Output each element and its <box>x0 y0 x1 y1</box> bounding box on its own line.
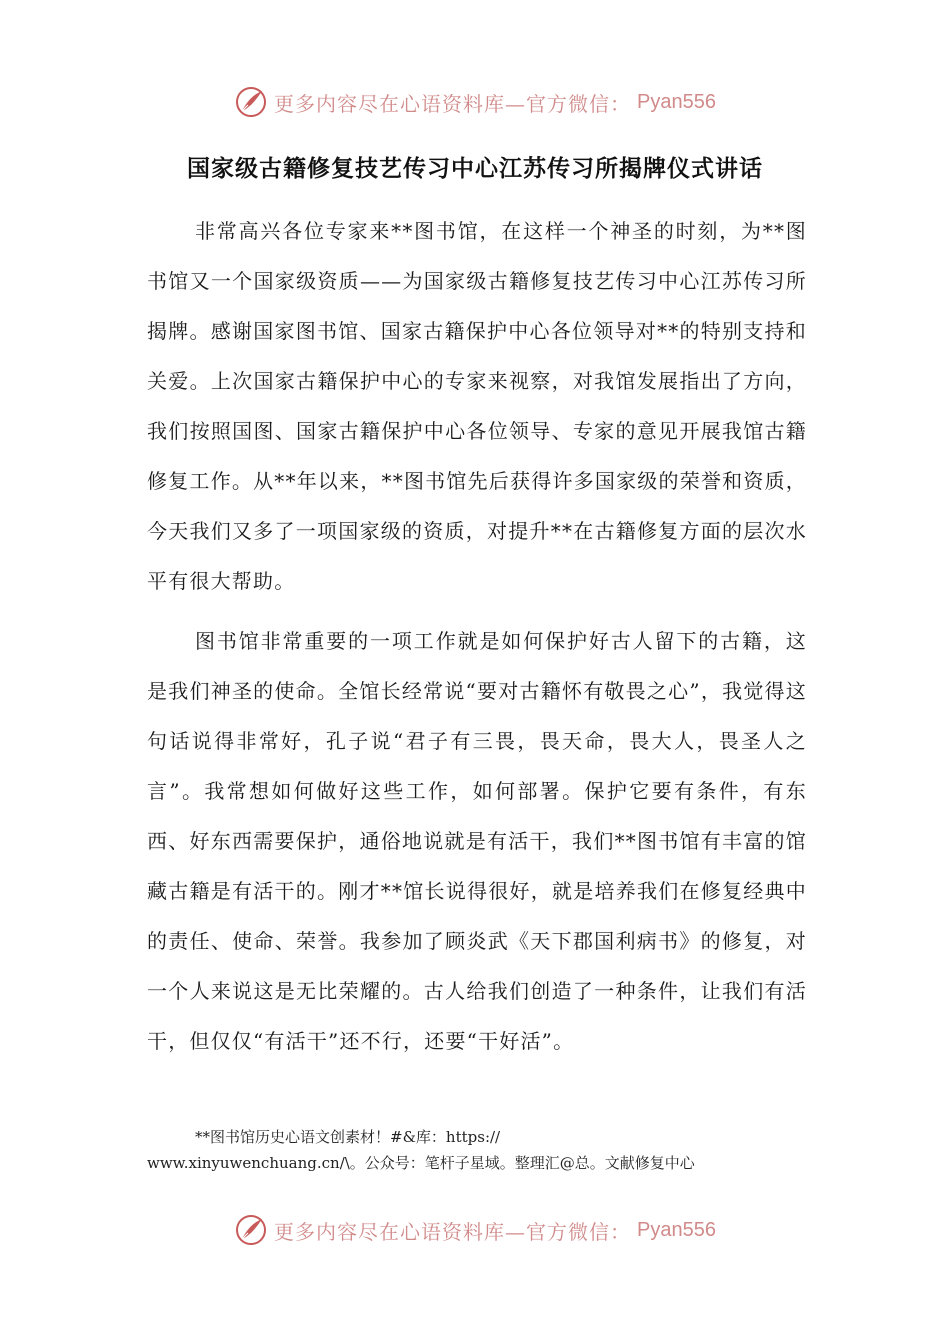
footer-banner <box>0 1210 950 1250</box>
paragraph-1: 非常高兴各位专家来**图书馆，在这样一个神圣的时刻，为**图书馆又一个国家级资质——为国家级古籍修复技艺传习中心江苏传习所揭牌。感谢国家图书馆、国家古籍保护中心各位领导对**的特别支持和关爱。上次国家古籍保护中心的专家来视察，对我馆发展指出了方向，我们按照国图、国家古籍保护中心各位领导、专家的意见开展我馆古籍修复工作。从**年以来，**图书馆先后获得许多国家级的荣誉和资质，今天我们又多了一项国家级的资质，对提升**在古籍修复方面的层次水平有很大帮助。 <box>147 219 807 593</box>
document-title: 国家级古籍修复技艺传习中心江苏传习所揭牌仪式讲话 <box>187 155 763 182</box>
footnote-line-1: **图书馆历史心语文创素材！#&库：https:// <box>195 1128 501 1146</box>
wechat-id: Pyan556 <box>637 1218 716 1241</box>
banner-text: 更多内容尽在心语资料库—官方微信： <box>274 91 632 116</box>
feather-pen-logo-icon <box>234 1213 268 1247</box>
header-banner <box>0 82 950 122</box>
wechat-id: Pyan556 <box>637 90 716 113</box>
footnote-line-2: www.xinyuwenchuang.cn/\。公众号：笔杆子星域。整理汇@总。文献修复中心 <box>147 1154 695 1172</box>
banner-text: 更多内容尽在心语资料库—官方微信： <box>274 1219 632 1244</box>
paragraph-2: 图书馆非常重要的一项工作就是如何保护好古人留下的古籍，这是我们神圣的使命。全馆长经常说“要对古籍怀有敬畏之心”，我觉得这句话说得非常好，孔子说“君子有三畏，畏天命，畏大人，畏圣人之言”。我常想如何做好这些工作，如何部署。保护它要有条件，有东西、好东西需要保护，通俗地说就是有活干，我们**图书馆有丰富的馆藏古籍是有活干的。刚才**馆长说得很好，就是培养我们在修复经典中的责任、使命、荣誉。我参加了顾炎武《天下郡国利病书》的修复，对一个人来说这是无比荣耀的。古人给我们创造了一种条件，让我们有活干，但仅仅“有活干”还不行，还要“干好活”。 <box>147 629 807 1053</box>
feather-pen-logo-icon <box>234 85 268 119</box>
footnote <box>147 1124 827 1176</box>
